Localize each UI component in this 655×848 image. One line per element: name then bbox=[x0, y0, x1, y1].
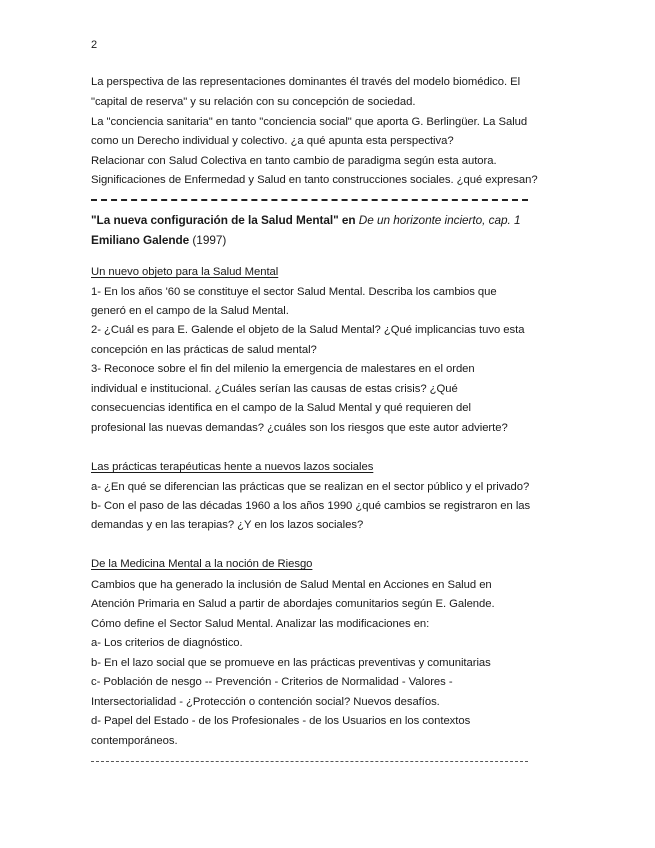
question-line: 3- Reconoce sobre el fin del milenio la emergencia de malestares en el orden bbox=[91, 363, 475, 375]
question-line: a- ¿En qué se diferencian las prácticas que se realizan en el sector público y el privado? bbox=[91, 481, 530, 493]
reading-source: De un horizonte incierto, cap. 1 bbox=[358, 213, 521, 227]
section-heading: Las prácticas terapéuticas hente a nuevos lazos sociales bbox=[91, 461, 374, 473]
question-line: b- Con el paso de las décadas 1960 a los años 1990 ¿qué cambios se registraron en las bbox=[91, 500, 531, 512]
reading-title: "La nueva configuración de la Salud Mental" bbox=[91, 213, 339, 227]
question-line: individual e institucional. ¿Cuáles serían las causas de estas crisis? ¿Qué bbox=[91, 383, 458, 395]
section-heading: De la Medicina Mental a la noción de Riesgo bbox=[91, 558, 313, 570]
reading-reference bbox=[91, 213, 520, 227]
dashed-separator bbox=[91, 199, 528, 201]
question-line: a- Los criterios de diagnóstico. bbox=[91, 637, 243, 649]
question-line: Intersectorialidad - ¿Protección o contención social? Nuevos desafíos. bbox=[91, 696, 440, 708]
intro-line: como un Derecho individual y colectivo. ¿a qué apunta esta perspectiva? bbox=[91, 135, 454, 147]
question-line: Cómo define el Sector Salud Mental. Analizar las modificaciones en: bbox=[91, 618, 430, 630]
question-line: c- Población de nesgo -- Prevención - Criterios de Normalidad - Valores - bbox=[91, 676, 453, 688]
question-line: 1- En los años '60 se constituye el sector Salud Mental. Describa los cambios que bbox=[91, 286, 497, 298]
question-line: generó en el campo de la Salud Mental. bbox=[91, 305, 289, 317]
reading-year: (1997) bbox=[189, 233, 227, 247]
question-line: b- En el lazo social que se promueve en las prácticas preventivas y comunitarias bbox=[91, 657, 491, 669]
intro-line: "capital de reserva" y su relación con su concepción de sociedad. bbox=[91, 96, 416, 108]
reading-connector: en bbox=[338, 213, 359, 227]
section-heading: Un nuevo objeto para la Salud Mental bbox=[91, 266, 279, 278]
question-line: Atención Primaria en Salud a partir de abordajes comunitarios según E. Galende. bbox=[91, 598, 495, 610]
dashed-separator bbox=[91, 761, 528, 762]
question-line: concepción en las prácticas de salud mental? bbox=[91, 344, 317, 356]
question-line: profesional las nuevas demandas? ¿cuáles son los riesgos que este autor advierte? bbox=[91, 422, 508, 434]
question-line: consecuencias identifica en el campo de la Salud Mental y qué requieren del bbox=[91, 402, 471, 414]
intro-line: La "conciencia sanitaria" en tanto "conciencia social" que aporta G. Berlingüer. La Salud bbox=[91, 116, 528, 128]
question-line: contemporáneos. bbox=[91, 735, 178, 747]
question-line: d- Papel del Estado - de los Profesionales - de los Usuarios en los contextos bbox=[91, 715, 471, 727]
question-line: demandas y en las terapias? ¿Y en los lazos sociales? bbox=[91, 519, 364, 531]
intro-line: Relacionar con Salud Colectiva en tanto cambio de paradigma según esta autora. bbox=[91, 155, 497, 167]
question-line: 2- ¿Cuál es para E. Galende el objeto de la Salud Mental? ¿Qué implicancias tuvo esta bbox=[91, 324, 525, 336]
intro-line: Significaciones de Enfermedad y Salud en tanto construcciones sociales. ¿qué expresan? bbox=[91, 174, 538, 186]
reading-author-line bbox=[91, 233, 226, 247]
page-number: 2 bbox=[91, 39, 98, 51]
reading-author: Emiliano Galende bbox=[91, 233, 190, 247]
intro-line: La perspectiva de las representaciones dominantes él través del modelo biomédico. El bbox=[91, 76, 521, 88]
question-line: Cambios que ha generado la inclusión de Salud Mental en Acciones en Salud en bbox=[91, 579, 492, 591]
